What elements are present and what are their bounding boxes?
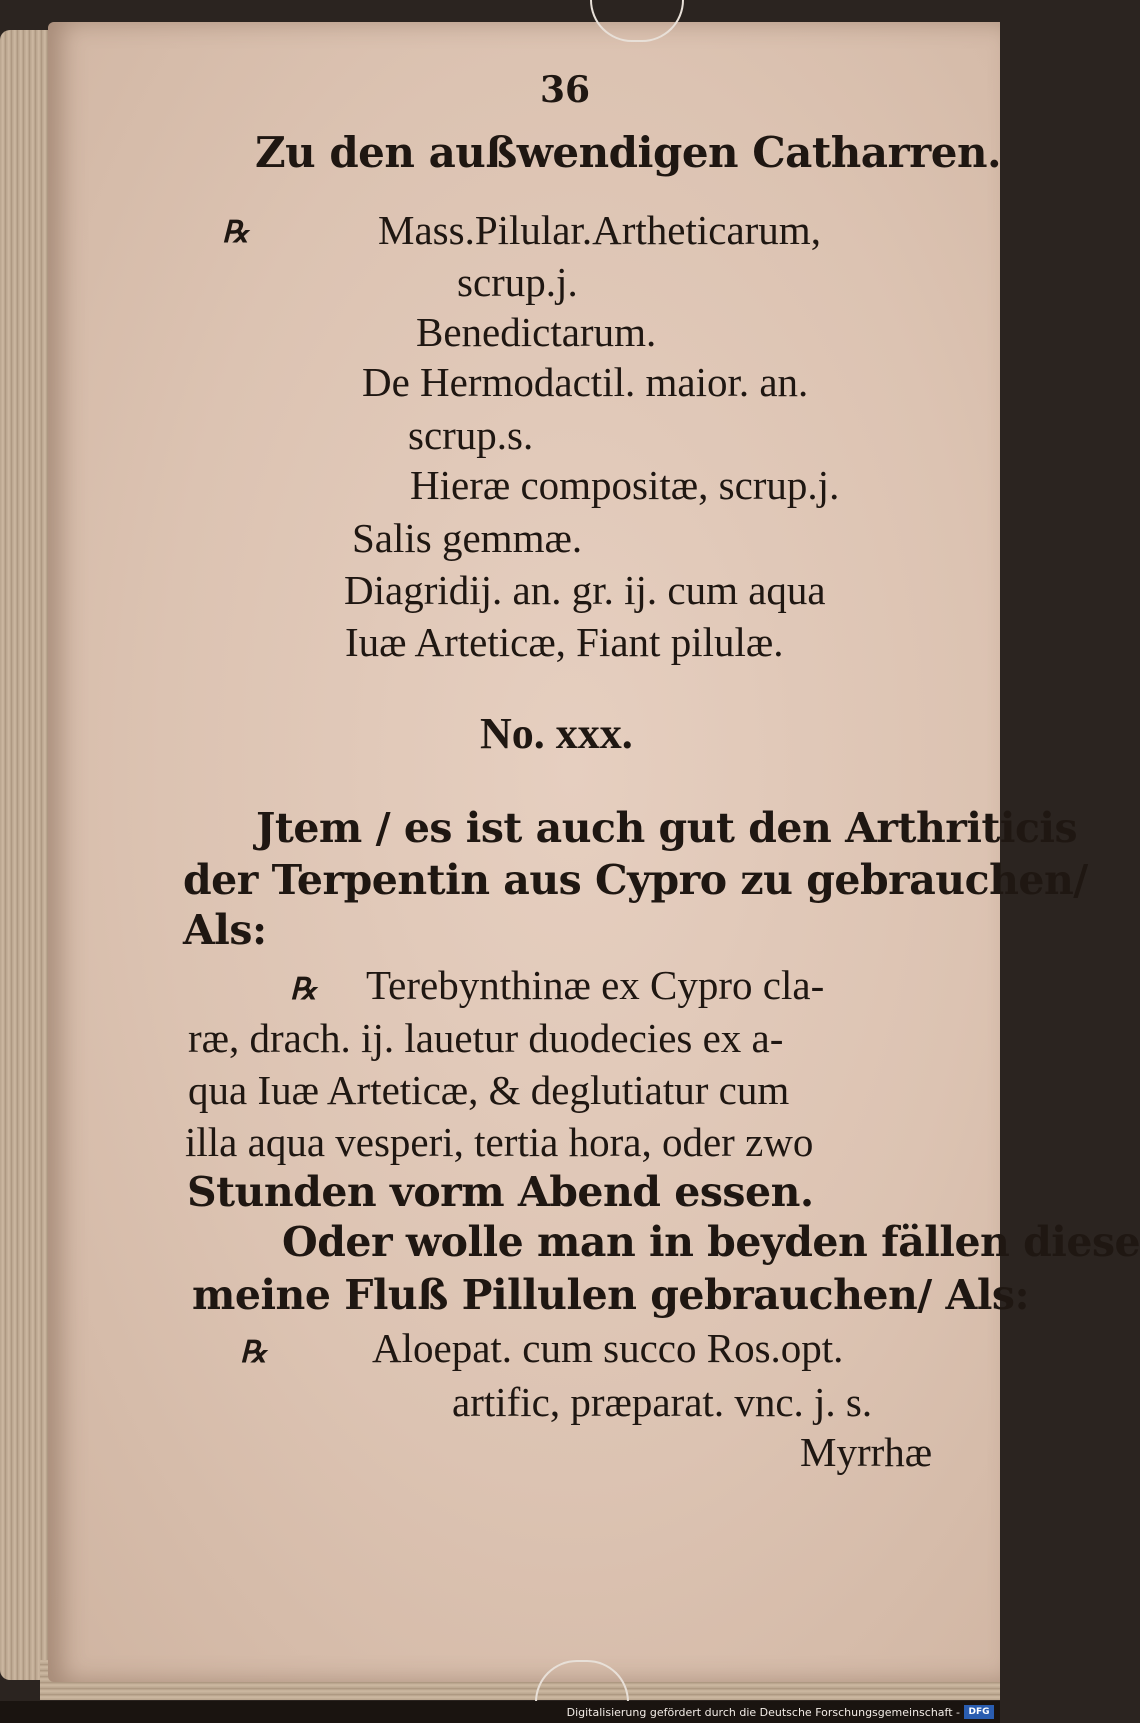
text-line-2: scrup.j. [457,259,578,305]
recipe-sign-3: ℞ [240,1335,267,1370]
text-line-23: Myrrhæ [800,1429,933,1475]
text-line-16: qua Iuæ Arteticæ, & deglutiatur cum [188,1067,790,1113]
text-line-1: Mass.Pilular.Artheticarum, [378,207,821,253]
text-line-3: Benedictarum. [416,309,657,355]
text-line-9: Iuæ Arteticæ, Fiant pilulæ. [345,619,784,665]
recipe-sign-1: ℞ [222,215,249,250]
text-line-20: meine Fluß Pillulen gebrauchen/ Als: [192,1271,1030,1319]
number-heading: No. xxx. [480,709,633,758]
text-line-21: Aloepat. cum succo Ros.opt. [372,1325,844,1371]
text-line-13: Als: [183,906,267,954]
text-line-11: Jtem / es ist auch gut den Arthriticis [256,804,1078,852]
text-line-4: De Hermodactil. maior. an. [362,359,809,405]
text-line-7: Salis gemmæ. [352,515,583,561]
text-line-12: der Terpentin aus Cypro zu gebrauchen/ [183,856,1088,904]
text-line-8: Diagridij. an. gr. ij. cum aqua [344,567,826,613]
text-line-18: Stunden vorm Abend essen. [187,1168,814,1216]
text-line-19: Oder wolle man in beyden fällen diese [282,1218,1140,1266]
page-number: 36 [540,69,591,111]
dfg-logo: DFG [964,1705,994,1719]
text-line-6: Hieræ compositæ, scrup.j. [410,462,840,508]
heading: Zu den außwendigen Catharren. [255,128,1002,177]
text-line-22: artific, præparat. vnc. j. s. [452,1379,873,1425]
text-line-15: ræ, drach. ij. lauetur duodecies ex a- [188,1015,784,1061]
recipe-sign-2: ℞ [290,972,317,1007]
footer-credit: Digitalisierung gefördert durch die Deutsche Forschungsgemeinschaft - [566,1706,960,1719]
text-line-17: illa aqua vesperi, tertia hora, oder zwo [185,1119,814,1165]
text-line-14: Terebynthinæ ex Cypro cla- [366,962,825,1008]
text-line-5: scrup.s. [408,412,534,458]
